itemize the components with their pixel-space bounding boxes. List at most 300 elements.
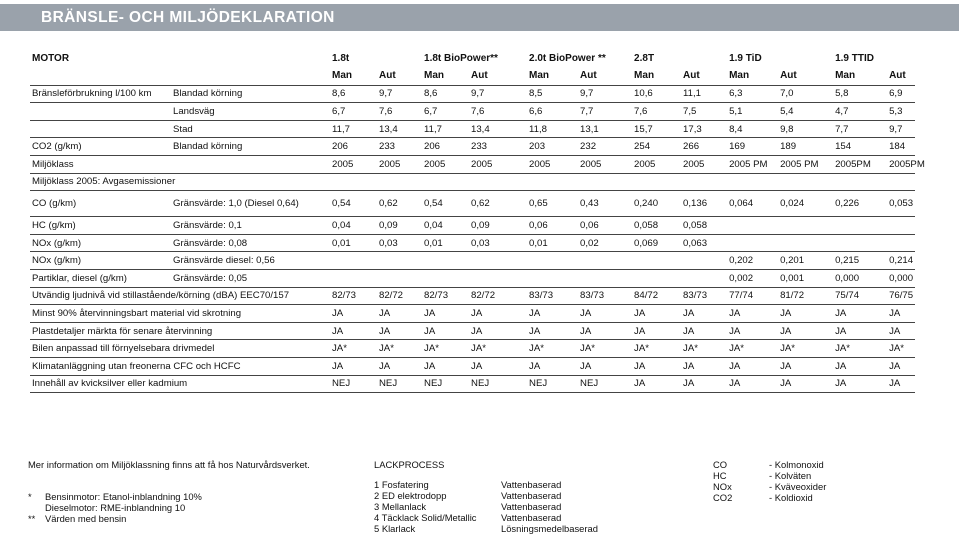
value-cell (778, 217, 833, 235)
value-cell: 0,65 (527, 191, 578, 217)
value-cell: JA* (887, 340, 915, 358)
value-cell: 5,1 (727, 103, 778, 121)
value-cell: 6,7 (422, 103, 469, 121)
abbreviation: CO (713, 459, 728, 470)
value-cell: 17,3 (681, 120, 727, 138)
value-cell: JA* (833, 340, 887, 358)
value-cell (778, 234, 833, 252)
value-cell: JA (632, 305, 681, 323)
row-label: HC (g/km) (30, 217, 171, 235)
value-cell: JA (330, 358, 377, 376)
value-cell: JA* (422, 340, 469, 358)
transmission-header: Man (833, 68, 887, 86)
value-cell: JA (578, 358, 632, 376)
value-cell: 0,06 (527, 217, 578, 235)
value-cell: 8,6 (330, 85, 377, 103)
row-sublabel: Gränsvärde: 1,0 (Diesel 0,64) (171, 191, 330, 217)
abbreviation-item (713, 470, 826, 481)
value-cell: 5,3 (887, 103, 915, 121)
abbreviation-item (713, 459, 826, 470)
value-cell: JA* (527, 340, 578, 358)
value-cell: 7,7 (833, 120, 887, 138)
value-cell: 9,7 (578, 85, 632, 103)
value-cell: 82/72 (469, 287, 527, 305)
row-sublabel: Gränsvärde diesel: 0,56 (171, 252, 330, 270)
value-cell: JA* (330, 340, 377, 358)
row-label: Bränsleförbrukning l/100 km (30, 85, 171, 103)
value-cell (527, 252, 578, 270)
abbreviation-item (713, 492, 826, 503)
lack-step: 1 Fosfatering (374, 479, 429, 490)
lack-step: 4 Täcklack Solid/Metallic (374, 512, 477, 523)
page-title: BRÄNSLE- OCH MILJÖDEKLARATION (41, 9, 335, 26)
value-cell: 0,09 (377, 217, 422, 235)
value-cell: NEJ (330, 375, 377, 393)
value-cell: JA (681, 375, 727, 393)
value-cell: 9,7 (469, 85, 527, 103)
value-cell: 169 (727, 138, 778, 156)
value-cell (833, 234, 887, 252)
value-cell: 15,7 (632, 120, 681, 138)
title-banner (0, 4, 959, 31)
value-cell (681, 270, 727, 288)
row-label: Partiklar, diesel (g/km) (30, 270, 171, 288)
engine-header: 1.8t BioPower** (424, 53, 498, 65)
lack-type: Vattenbaserad (501, 512, 562, 523)
footnote-line (28, 491, 202, 502)
value-cell: NEJ (527, 375, 578, 393)
value-cell: 5,4 (778, 103, 833, 121)
footnote-text: Dieselmotor: RME-inblandning 10 (45, 502, 186, 513)
value-cell: 84/72 (632, 287, 681, 305)
value-cell: JA (377, 305, 422, 323)
value-cell: 0,201 (778, 252, 833, 270)
abbreviation-meaning: - Kolväten (769, 470, 812, 481)
lack-step: 5 Klarlack (374, 523, 416, 534)
value-cell: 0,43 (578, 191, 632, 217)
value-cell: JA (422, 305, 469, 323)
value-cell: JA (727, 305, 778, 323)
value-cell: JA (681, 322, 727, 340)
table-row (30, 85, 915, 103)
lack-type: Vattenbaserad (501, 501, 562, 512)
info-note (28, 459, 310, 470)
transmission-header: Aut (469, 68, 527, 86)
value-cell: 0,136 (681, 191, 727, 217)
abbreviation: CO2 (713, 492, 733, 503)
value-cell: 83/73 (578, 287, 632, 305)
value-cell: 189 (778, 138, 833, 156)
value-cell: 2005 (330, 156, 377, 174)
value-cell (578, 270, 632, 288)
value-cell: 0,03 (377, 234, 422, 252)
table-row (30, 173, 915, 191)
value-cell: 13,4 (469, 120, 527, 138)
table-row (30, 191, 915, 217)
value-cell (887, 234, 915, 252)
value-cell: 0,01 (527, 234, 578, 252)
value-cell: 0,62 (469, 191, 527, 217)
lack-step: 3 Mellanlack (374, 501, 427, 512)
value-cell: 0,063 (681, 234, 727, 252)
value-cell: 0,54 (330, 191, 377, 217)
footnote-text: Bensinmotor: Etanol-inblandning 10% (45, 491, 202, 502)
row-label: NOx (g/km) (30, 234, 171, 252)
value-cell: JA (632, 358, 681, 376)
value-cell: 2005 (632, 156, 681, 174)
row-sublabel: Gränsvärde: 0,1 (171, 217, 330, 235)
value-cell: 6,7 (330, 103, 377, 121)
motor-header: MOTOR (32, 53, 70, 65)
value-cell: 0,09 (469, 217, 527, 235)
value-cell: JA (527, 305, 578, 323)
transmission-header: Aut (578, 68, 632, 86)
value-cell: 2005 (422, 156, 469, 174)
table-row (30, 340, 915, 358)
transmission-header: Aut (887, 68, 915, 86)
value-cell: JA* (681, 340, 727, 358)
value-cell: JA* (778, 340, 833, 358)
value-cell: JA (833, 375, 887, 393)
value-cell: 0,04 (422, 217, 469, 235)
value-cell (887, 217, 915, 235)
value-cell: 81/72 (778, 287, 833, 305)
abbreviation-meaning: - Kväveoxider (769, 481, 827, 492)
value-cell: 0,06 (578, 217, 632, 235)
value-cell: JA* (469, 340, 527, 358)
value-cell: 8,6 (422, 85, 469, 103)
value-cell (833, 217, 887, 235)
value-cell: 7,0 (778, 85, 833, 103)
value-cell (578, 252, 632, 270)
value-cell: 0,069 (632, 234, 681, 252)
value-cell: 0,240 (632, 191, 681, 217)
value-cell: 0,053 (887, 191, 915, 217)
transmission-header: Aut (778, 68, 833, 86)
value-cell: 232 (578, 138, 632, 156)
abbreviation: NOx (713, 481, 732, 492)
value-cell: 9,7 (887, 120, 915, 138)
value-cell: 83/73 (681, 287, 727, 305)
value-cell: 0,02 (578, 234, 632, 252)
value-cell: 76/75 (887, 287, 915, 305)
value-cell (377, 270, 422, 288)
value-cell: JA (578, 322, 632, 340)
table-row (30, 375, 915, 393)
abbreviation-meaning: - Koldioxid (769, 492, 813, 503)
lack-item (374, 490, 598, 501)
footnote-line (28, 513, 202, 524)
transmission-header: Man (632, 68, 681, 86)
value-cell: JA (578, 305, 632, 323)
value-cell: JA (527, 322, 578, 340)
row-label: Utvändig ljudnivå vid stillastående/körning (dBA) EEC70/157 (30, 287, 330, 305)
value-cell: 0,001 (778, 270, 833, 288)
table-row (30, 103, 915, 121)
value-cell (632, 270, 681, 288)
value-cell: JA (681, 305, 727, 323)
value-cell: JA* (727, 340, 778, 358)
value-cell: JA (377, 358, 422, 376)
value-cell: 0,058 (632, 217, 681, 235)
value-cell: 2005PM (887, 156, 915, 174)
transmission-header: Man (527, 68, 578, 86)
table-row (30, 358, 915, 376)
value-cell: 2005 PM (778, 156, 833, 174)
value-cell (469, 270, 527, 288)
lack-item (374, 512, 598, 523)
row-label: Innehåll av kvicksilver eller kadmium (30, 375, 330, 393)
row-sublabel: Blandad körning (171, 138, 330, 156)
value-cell: JA (727, 358, 778, 376)
value-cell: 0,000 (833, 270, 887, 288)
value-cell: NEJ (422, 375, 469, 393)
footnote-mark: ** (28, 513, 36, 524)
row-sublabel: Stad (171, 120, 330, 138)
value-cell: 2005PM (833, 156, 887, 174)
value-cell: 0,000 (887, 270, 915, 288)
row-label: Plastdetaljer märkta för senare återvinning (30, 322, 330, 340)
value-cell: 10,6 (632, 85, 681, 103)
value-cell: 6,3 (727, 85, 778, 103)
value-cell: 82/72 (377, 287, 422, 305)
value-cell (727, 234, 778, 252)
value-cell: 77/74 (727, 287, 778, 305)
value-cell (681, 252, 727, 270)
row-label (30, 120, 171, 138)
table-row (30, 322, 915, 340)
value-cell: 0,058 (681, 217, 727, 235)
value-cell: 154 (833, 138, 887, 156)
value-cell: 75/74 (833, 287, 887, 305)
value-cell: 0,01 (422, 234, 469, 252)
table-row (30, 270, 915, 288)
value-cell (727, 217, 778, 235)
lack-item (374, 479, 598, 490)
abbreviation-legend (713, 459, 826, 503)
value-cell: 11,1 (681, 85, 727, 103)
value-cell: NEJ (469, 375, 527, 393)
value-cell: 0,202 (727, 252, 778, 270)
value-cell: 0,226 (833, 191, 887, 217)
value-cell (469, 252, 527, 270)
value-cell: 233 (469, 138, 527, 156)
value-cell: NEJ (377, 375, 422, 393)
blank-header-cell (171, 68, 330, 86)
row-label: Miljöklass (30, 156, 171, 174)
value-cell: 266 (681, 138, 727, 156)
value-cell: 13,4 (377, 120, 422, 138)
value-cell: 184 (887, 138, 915, 156)
value-cell: JA (778, 305, 833, 323)
value-cell: 0,54 (422, 191, 469, 217)
value-cell: 2005 (377, 156, 422, 174)
value-cell: JA (727, 375, 778, 393)
row-label: CO (g/km) (30, 191, 171, 217)
value-cell: JA (887, 375, 915, 393)
value-cell: JA (887, 322, 915, 340)
blank-header-cell (171, 50, 330, 68)
value-cell: 7,6 (632, 103, 681, 121)
emissions-table (30, 50, 925, 393)
value-cell: 82/73 (422, 287, 469, 305)
value-cell: 2005 PM (727, 156, 778, 174)
blank-header-cell (30, 68, 171, 86)
lack-step: 2 ED elektrodopp (374, 490, 447, 501)
value-cell: JA* (377, 340, 422, 358)
lack-title: LACKPROCESS (374, 459, 445, 470)
value-cell: JA (833, 358, 887, 376)
value-cell: 8,5 (527, 85, 578, 103)
row-label: Miljöklass 2005: Avgasemissioner (30, 173, 915, 191)
row-sublabel (171, 156, 330, 174)
value-cell: 83/73 (527, 287, 578, 305)
value-cell: 233 (377, 138, 422, 156)
transmission-header: Man (727, 68, 778, 86)
engine-header: 1.9 TiD (729, 53, 762, 65)
value-cell: JA (632, 322, 681, 340)
transmission-header: Man (330, 68, 377, 86)
value-cell: JA* (578, 340, 632, 358)
value-cell (632, 252, 681, 270)
abbreviation-meaning: - Kolmonoxid (769, 459, 824, 470)
row-label: CO2 (g/km) (30, 138, 171, 156)
value-cell (330, 270, 377, 288)
value-cell: JA (778, 358, 833, 376)
value-cell: 0,214 (887, 252, 915, 270)
engine-header: 2.8T (634, 53, 655, 65)
info-text: Mer information om Miljöklassning finns att få hos Naturvårdsverket. (28, 459, 310, 470)
value-cell: JA (833, 322, 887, 340)
table-row (30, 138, 915, 156)
value-cell: JA (778, 375, 833, 393)
table-row (30, 305, 915, 323)
lack-type: Lösningsmedelbaserad (501, 523, 598, 534)
value-cell: 82/73 (330, 287, 377, 305)
value-cell: 9,8 (778, 120, 833, 138)
value-cell: JA (422, 358, 469, 376)
value-cell: 0,62 (377, 191, 422, 217)
value-cell (422, 252, 469, 270)
value-cell: JA (833, 305, 887, 323)
table-row (30, 156, 915, 174)
value-cell: JA (727, 322, 778, 340)
row-label: Klimatanläggning utan freonerna CFC och HCFC (30, 358, 330, 376)
value-cell: NEJ (578, 375, 632, 393)
value-cell (330, 252, 377, 270)
transmission-header: Aut (681, 68, 727, 86)
value-cell: JA (778, 322, 833, 340)
value-cell: 254 (632, 138, 681, 156)
value-cell: 4,7 (833, 103, 887, 121)
value-cell: JA* (632, 340, 681, 358)
value-cell: 206 (422, 138, 469, 156)
value-cell: JA (330, 322, 377, 340)
value-cell (377, 252, 422, 270)
lack-process (374, 459, 598, 534)
value-cell: 0,064 (727, 191, 778, 217)
value-cell: 7,7 (578, 103, 632, 121)
row-sublabel: Gränsvärde: 0,08 (171, 234, 330, 252)
value-cell: 7,6 (377, 103, 422, 121)
value-cell: 11,7 (422, 120, 469, 138)
row-label (30, 103, 171, 121)
engine-header: 1.9 TTID (835, 53, 874, 65)
value-cell: 8,4 (727, 120, 778, 138)
table-row (30, 252, 915, 270)
lack-item (374, 523, 598, 534)
engine-header: 2.0t BioPower ** (529, 53, 606, 65)
value-cell: 0,01 (330, 234, 377, 252)
table-row (30, 234, 915, 252)
value-cell: 203 (527, 138, 578, 156)
lack-type: Vattenbaserad (501, 490, 562, 501)
value-cell: JA (887, 358, 915, 376)
transmission-header: Aut (377, 68, 422, 86)
value-cell: JA (422, 322, 469, 340)
value-cell: 5,8 (833, 85, 887, 103)
footnote-text: Värden med bensin (45, 513, 127, 524)
value-cell: 11,8 (527, 120, 578, 138)
value-cell: 2005 (578, 156, 632, 174)
value-cell: JA (887, 305, 915, 323)
footnotes (28, 491, 202, 524)
value-cell: 0,04 (330, 217, 377, 235)
engine-header-row (30, 50, 915, 68)
row-sublabel: Blandad körning (171, 85, 330, 103)
table-row (30, 287, 915, 305)
abbreviation-item (713, 481, 826, 492)
value-cell: 0,024 (778, 191, 833, 217)
transmission-header: Man (422, 68, 469, 86)
engine-header: 1.8t (332, 53, 350, 65)
table-row (30, 120, 915, 138)
transmission-header-row (30, 68, 915, 86)
footnote-mark: * (28, 491, 32, 502)
value-cell: 6,6 (527, 103, 578, 121)
value-cell: 7,5 (681, 103, 727, 121)
value-cell (422, 270, 469, 288)
value-cell: JA (330, 305, 377, 323)
value-cell: 2005 (681, 156, 727, 174)
row-label: Minst 90% återvinningsbart material vid skrotning (30, 305, 330, 323)
value-cell: 13,1 (578, 120, 632, 138)
value-cell (527, 270, 578, 288)
lack-item (374, 501, 598, 512)
lack-type: Vattenbaserad (501, 479, 562, 490)
value-cell: 0,215 (833, 252, 887, 270)
value-cell: JA (469, 358, 527, 376)
value-cell: JA (681, 358, 727, 376)
table-row (30, 217, 915, 235)
value-cell: 2005 (469, 156, 527, 174)
value-cell: 9,7 (377, 85, 422, 103)
value-cell: JA (527, 358, 578, 376)
row-sublabel: Gränsvärde: 0,05 (171, 270, 330, 288)
value-cell: 11,7 (330, 120, 377, 138)
value-cell: 7,6 (469, 103, 527, 121)
value-cell: 206 (330, 138, 377, 156)
value-cell: JA (469, 322, 527, 340)
value-cell: 0,03 (469, 234, 527, 252)
footnote-line (28, 502, 202, 513)
value-cell: 6,9 (887, 85, 915, 103)
value-cell: JA (632, 375, 681, 393)
abbreviation: HC (713, 470, 727, 481)
row-sublabel: Landsväg (171, 103, 330, 121)
value-cell: 0,002 (727, 270, 778, 288)
value-cell: JA (469, 305, 527, 323)
